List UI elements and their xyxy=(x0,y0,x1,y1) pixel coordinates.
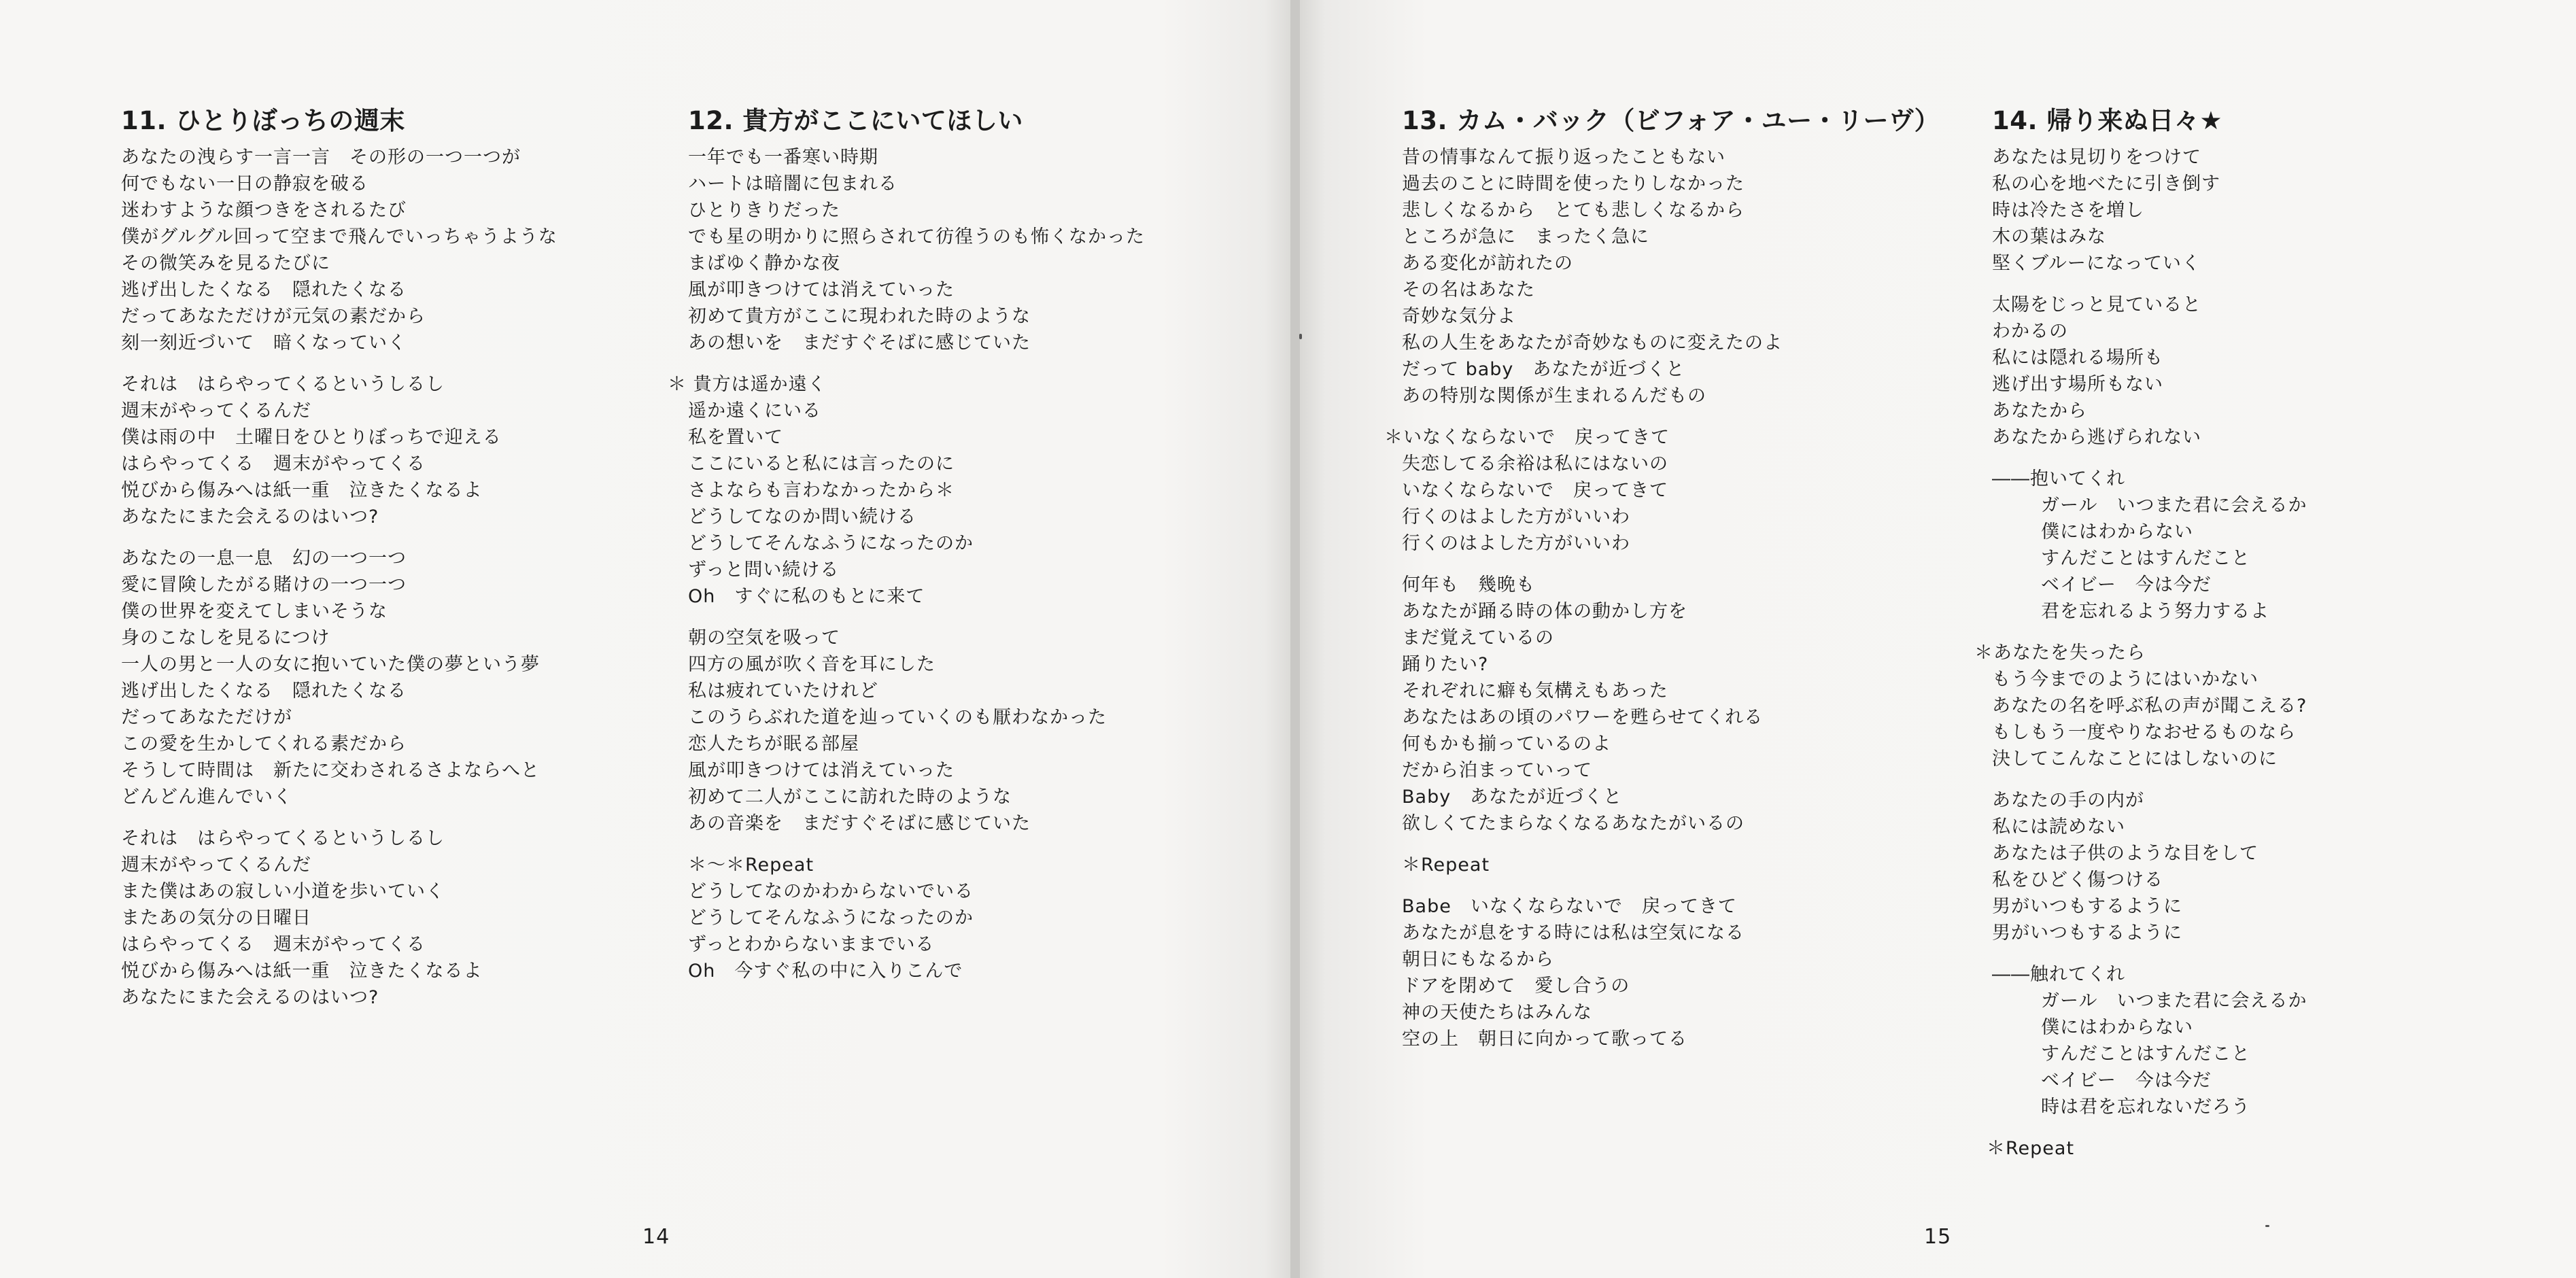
booklet-spine xyxy=(1290,0,1300,1278)
lyric-line: 何でもない一日の静寂を破る xyxy=(121,173,368,194)
lyric-line: ＊Repeat xyxy=(1402,854,1490,876)
lyric-line: まばゆく静かな夜 xyxy=(688,253,840,274)
lyric-line: Babe いなくならないで 戻ってきて xyxy=(1402,896,1737,917)
lyric-line: 私には隠れる場所も xyxy=(1992,347,2163,368)
lyric-line: 迷わすような顔つきをされるたび xyxy=(121,200,407,221)
lyric-line: 風が叩きつけては消えていった xyxy=(688,760,955,781)
lyric-line: あの特別な関係が生まれるんだもの xyxy=(1402,385,1706,407)
lyric-line: ここにいると私には言ったのに xyxy=(688,453,955,474)
lyric-line: ガール いつまた君に会えるか xyxy=(2041,990,2307,1012)
lyric-line: あなたにまた会えるのはいつ? xyxy=(121,506,379,528)
stanza xyxy=(121,371,557,530)
lyric-line: もう今までのようにはいかない xyxy=(1992,669,2259,690)
lyric-line: 奇妙な気分よ xyxy=(1402,306,1516,327)
lyric-line: この愛を生かしてくれる素だから xyxy=(121,733,407,755)
print-speck xyxy=(1299,334,1302,339)
lyric-line: そうして時間は 新たに交わされるさよならへと xyxy=(121,760,540,781)
lyric-line: ＊～＊Repeat xyxy=(688,854,814,876)
lyric-line: 刻一刻近づいて 暗くなっていく xyxy=(121,332,407,353)
stanza xyxy=(121,545,557,810)
song-title: 12. 貴方がここにいてほしい xyxy=(688,106,1023,135)
lyric-line: その微笑みを見るたびに xyxy=(121,253,330,274)
lyric-line: その名はあなた xyxy=(1402,279,1535,300)
lyric-line: どうしてそんなふうになったのか xyxy=(688,533,974,554)
lyric-line: あなたは見切りをつけて xyxy=(1992,147,2201,168)
print-speck xyxy=(2265,1225,2269,1227)
lyric-line: 僕がグルグル回って空まで飛んでいっちゃうような xyxy=(121,226,557,247)
lyric-line: だって baby あなたが近づくと xyxy=(1402,359,1685,380)
lyric-line: 男がいつもするように xyxy=(1992,896,2182,917)
lyric-line: ＊あなたを失ったら xyxy=(1974,642,2146,663)
stanza xyxy=(1402,852,1940,878)
lyric-line: はらやってくる 週末がやってくる xyxy=(121,934,426,955)
song-column-11 xyxy=(121,101,557,1026)
lyric-line: あなたの名を呼ぶ私の声が聞こえる? xyxy=(1992,695,2307,716)
lyric-line: あなたの一息一息 幻の一つ一つ xyxy=(121,548,407,569)
lyric-line: ＊Repeat xyxy=(1987,1138,2075,1159)
lyric-line: 昔の情事なんて振り返ったこともない xyxy=(1402,147,1725,168)
lyric-line: Oh すぐに私のもとに来て xyxy=(688,586,925,607)
lyric-line: 時は冷たさを増し xyxy=(1992,200,2144,221)
stanza xyxy=(1384,424,1940,557)
lyric-line: 身のこなしを見るにつけ xyxy=(121,627,330,649)
lyric-line: それは はらやってくるというしるし xyxy=(121,374,445,395)
lyric-line: 男がいつもするように xyxy=(1992,922,2182,944)
lyric-line: 私の人生をあなたが奇妙なものに変えたのよ xyxy=(1402,332,1783,353)
lyric-line: ベイビー 今は今だ xyxy=(2041,1070,2212,1091)
lyric-line: 悦びから傷みへは紙一重 泣きたくなるよ xyxy=(121,480,483,501)
stanza xyxy=(1402,144,1940,409)
lyric-line: あなたから xyxy=(1992,400,2087,421)
lyric-line: どうしてなのか問い続ける xyxy=(688,506,916,528)
lyric-line: 一年でも一番寒い時期 xyxy=(688,147,878,168)
lyric-line: このうらぶれた道を辿っていくのも厭わなかった xyxy=(688,707,1107,728)
lyric-line: 朝の空気を吸って xyxy=(688,627,840,649)
stanza xyxy=(688,625,1145,837)
lyric-line: 太陽をじっと見ていると xyxy=(1992,294,2201,315)
lyric-line: すんだことはすんだこと xyxy=(2041,548,2250,569)
lyric-line: 四方の風が吹く音を耳にした xyxy=(688,654,935,675)
lyric-line: 僕にはわからない xyxy=(2041,1017,2193,1038)
lyric-line: ひとりきりだった xyxy=(688,200,840,221)
lyric-line: でも星の明かりに照らされて彷徨うのも怖くなかった xyxy=(688,226,1145,247)
lyric-line: 初めて貴方がここに現われた時のような xyxy=(688,306,1031,327)
page-number-right: 15 xyxy=(1924,1225,1952,1249)
lyric-line: だってあなただけが元気の素だから xyxy=(121,306,426,327)
song-title: 13. カム・バック（ビフォア・ユー・リーヴ） xyxy=(1402,106,1940,135)
lyric-line: 遥か遠くにいる xyxy=(688,400,821,421)
stanza xyxy=(121,825,557,1011)
lyric-line: 行くのはよした方がいいわ xyxy=(1402,533,1630,554)
lyric-line: あなたは子供のような目をして xyxy=(1992,843,2259,864)
lyric-line: あなたの洩らす一言一言 その形の一つ一つが xyxy=(121,147,521,168)
lyric-line: ドアを閉めて 愛し合うの xyxy=(1402,975,1630,997)
stanza xyxy=(1992,292,2307,451)
lyric-line: ベイビー 今は今だ xyxy=(2041,574,2212,595)
lyric-line: 私をひどく傷つける xyxy=(1992,869,2163,891)
lyric-line: 何年も 幾晩も xyxy=(1402,574,1535,595)
lyric-line: どうしてなのかわからないでいる xyxy=(688,881,974,902)
lyric-line: 君を忘れるよう努力するよ xyxy=(2041,601,2269,622)
lyric-line: だってあなただけが xyxy=(121,707,292,728)
lyric-line: はらやってくる 週末がやってくる xyxy=(121,453,426,474)
lyric-line: 僕の世界を変えてしまいそうな xyxy=(121,601,388,622)
stanza xyxy=(121,144,557,356)
stanza xyxy=(668,371,1145,610)
lyric-line: 逃げ出したくなる 隠れたくなる xyxy=(121,279,407,300)
lyric-line: 失恋してる余裕は私にはないの xyxy=(1402,453,1668,474)
lyric-line: 悲しくなるから とても悲しくなるから xyxy=(1402,200,1745,221)
stanza xyxy=(688,144,1145,356)
lyric-line: あなたの手の内が xyxy=(1992,790,2144,811)
lyric-line: 私を置いて xyxy=(688,427,783,448)
lyric-line: もしもう一度やりなおせるものなら xyxy=(1992,722,2297,743)
lyric-line: 恋人たちが眠る部屋 xyxy=(688,733,859,755)
stanza xyxy=(1992,961,2307,1120)
lyric-line: あなたが踊る時の体の動かし方を xyxy=(1402,601,1687,622)
lyric-line: ずっと問い続ける xyxy=(688,559,840,581)
lyric-line: まだ覚えているの xyxy=(1402,627,1554,649)
lyric-line: 時は君を忘れないだろう xyxy=(2041,1096,2250,1118)
stanza xyxy=(688,852,1145,984)
lyric-line: 木の葉はみな xyxy=(1992,226,2106,247)
lyric-line: あの音楽を まだすぐそばに感じていた xyxy=(688,813,1031,834)
lyric-line: あなたにまた会えるのはいつ? xyxy=(121,987,379,1008)
stanza xyxy=(1992,144,2307,277)
lyric-line: 神の天使たちはみんな xyxy=(1402,1002,1592,1023)
lyric-line: ある変化が訪れたの xyxy=(1402,253,1573,274)
lyric-line: 行くのはよした方がいいわ xyxy=(1402,506,1630,528)
lyric-line: ――抱いてくれ xyxy=(1992,468,2125,489)
lyric-line: あなたはあの頃のパワーを甦らせてくれる xyxy=(1402,707,1764,728)
lyric-line: Baby あなたが近づくと xyxy=(1402,787,1623,808)
lyric-line: あなたが息をする時には私は空気になる xyxy=(1402,922,1745,944)
stanza xyxy=(1974,640,2307,772)
lyric-line: 過去のことに時間を使ったりしなかった xyxy=(1402,173,1745,194)
lyric-line: 逃げ出したくなる 隠れたくなる xyxy=(121,680,407,702)
lyric-line: 堅くブルーになっていく xyxy=(1992,253,2201,274)
lyric-line: ずっとわからないままでいる xyxy=(688,934,935,955)
lyric-line: ――触れてくれ xyxy=(1992,964,2125,985)
song-column-13 xyxy=(1384,101,1940,1067)
lyric-line: 週末がやってくるんだ xyxy=(121,854,311,876)
lyric-line: ハートは暗闇に包まれる xyxy=(688,173,897,194)
lyric-line: どんどん進んでいく xyxy=(121,787,292,808)
lyric-line: さよならも言わなかったから＊ xyxy=(688,480,955,501)
lyric-line: 一人の男と一人の女に抱いていた僕の夢という夢 xyxy=(121,654,540,675)
stanza xyxy=(1987,1135,2307,1162)
lyric-line: 週末がやってくるんだ xyxy=(121,400,311,421)
lyric-line: いなくならないで 戻ってきて xyxy=(1402,480,1668,501)
stanza xyxy=(1992,787,2307,946)
lyric-line: ガール いつまた君に会えるか xyxy=(2041,495,2307,516)
lyric-line: 僕は雨の中 土曜日をひとりぼっちで迎える xyxy=(121,427,502,448)
lyric-line: 風が叩きつけては消えていった xyxy=(688,279,955,300)
lyric-line: 悦びから傷みへは紙一重 泣きたくなるよ xyxy=(121,961,483,982)
song-title: 14. 帰り来ぬ日々★ xyxy=(1992,106,2223,135)
lyric-line: あの想いを まだすぐそばに感じていた xyxy=(688,332,1031,353)
song-column-12 xyxy=(668,101,1145,999)
lyric-line: ＊いなくならないで 戻ってきて xyxy=(1384,427,1670,448)
lyric-line: ＊ 貴方は遥か遠く xyxy=(668,374,827,395)
lyric-line: だから泊まっていって xyxy=(1402,760,1592,781)
stanza xyxy=(1992,466,2307,625)
lyric-line: ところが急に まったく急に xyxy=(1402,226,1649,247)
lyric-line: どうしてそんなふうになったのか xyxy=(688,908,974,929)
lyric-line: 欲しくてたまらなくなるあなたがいるの xyxy=(1402,813,1745,834)
lyric-line: 踊りたい? xyxy=(1402,654,1489,675)
lyric-line: またあの気分の日曜日 xyxy=(121,908,311,929)
lyric-line: それぞれに癖も気構えもあった xyxy=(1402,680,1668,702)
lyric-line: Oh 今すぐ私の中に入りこんで xyxy=(688,961,963,982)
stanza xyxy=(1402,893,1940,1052)
lyric-line: 私には読めない xyxy=(1992,816,2125,837)
song-column-14 xyxy=(1974,101,2307,1177)
lyric-line: 愛に冒険したがる賭けの一つ一つ xyxy=(121,574,407,595)
lyric-line: それは はらやってくるというしるし xyxy=(121,828,445,849)
lyric-line: すんだことはすんだこと xyxy=(2041,1043,2250,1065)
song-title: 11. ひとりぼっちの週末 xyxy=(121,106,405,135)
lyric-line: 空の上 朝日に向かって歌ってる xyxy=(1402,1029,1687,1050)
stanza xyxy=(1402,572,1940,837)
lyric-line: 私の心を地べたに引き倒す xyxy=(1992,173,2220,194)
lyric-line: 朝日にもなるから xyxy=(1402,949,1554,970)
lyric-line: 何もかも揃っているのよ xyxy=(1402,733,1611,755)
lyric-line: 私は疲れていたけれど xyxy=(688,680,878,702)
page-number-left: 14 xyxy=(642,1225,670,1249)
lyric-line: わかるの xyxy=(1992,321,2068,342)
lyric-line: 僕にはわからない xyxy=(2041,521,2193,542)
lyric-line: あなたから逃げられない xyxy=(1992,427,2201,448)
lyric-line: 逃げ出す場所もない xyxy=(1992,374,2163,395)
lyric-line: 初めて二人がここに訪れた時のような xyxy=(688,787,1012,808)
lyric-line: また僕はあの寂しい小道を歩いていく xyxy=(121,881,445,902)
lyric-line: 決してこんなことにはしないのに xyxy=(1992,748,2278,770)
